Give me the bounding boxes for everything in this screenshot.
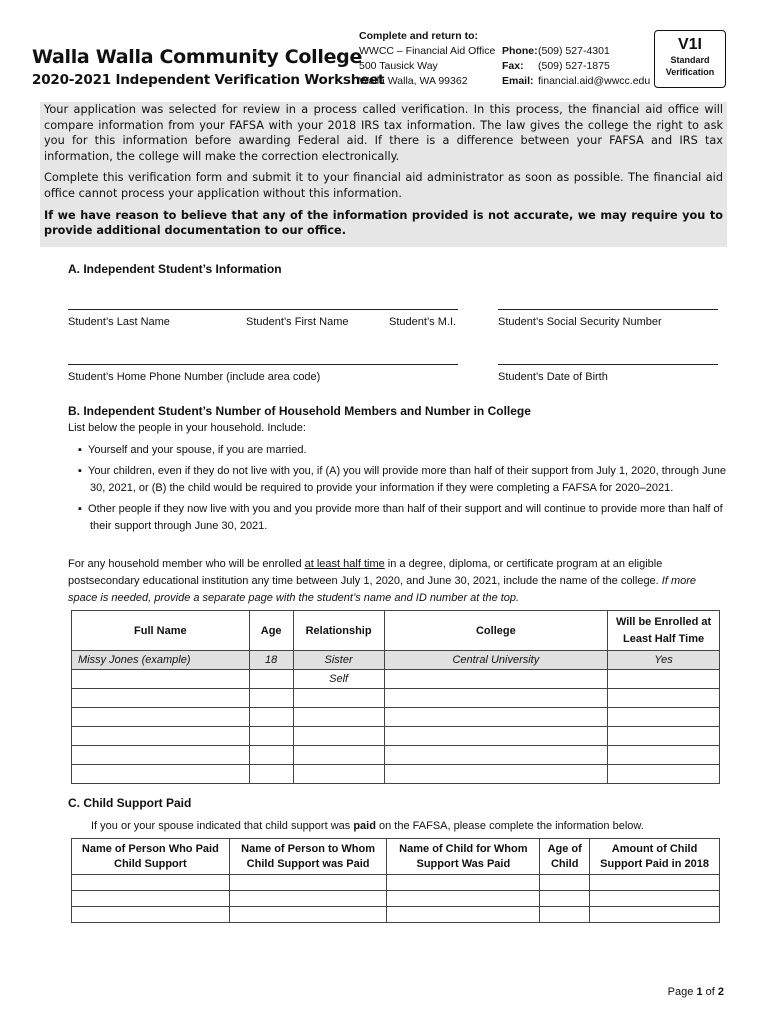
table-cell[interactable]	[387, 875, 540, 891]
col-amount: Amount of Child Support Paid in 2018	[590, 839, 720, 875]
badge-code: V1I	[677, 36, 702, 53]
table-cell[interactable]	[72, 708, 250, 727]
table-cell[interactable]	[229, 891, 387, 907]
bullet-item: ▪ Your children, even if they do not live with you, if (A) you will provide more than half of their support from July 1, 2020, through June 30, 2021, or (B) the child would be required to provide your information if they were completing a FAFSA for 2020–2021.	[78, 465, 726, 494]
section-b-title: B. Independent Student’s Number of Household Members and Number in College	[68, 404, 531, 418]
example-half-time: Yes	[608, 651, 720, 670]
email-value: financial.aid@wwcc.edu	[538, 75, 651, 87]
email-line	[502, 75, 650, 87]
table-cell[interactable]	[72, 875, 230, 891]
household-bullet-list	[68, 442, 726, 535]
col-payee: Name of Person to Whom Child Support was Paid	[229, 839, 387, 875]
table-cell[interactable]	[293, 746, 384, 765]
ssn-label: Student’s Social Security Number	[498, 316, 662, 328]
table-row	[72, 907, 720, 923]
table-cell[interactable]	[590, 891, 720, 907]
table-cell[interactable]	[293, 727, 384, 746]
table-cell[interactable]	[387, 891, 540, 907]
table-cell[interactable]	[72, 727, 250, 746]
bullet-item: ▪ Yourself and your spouse, if you are married.	[78, 444, 307, 456]
table-cell[interactable]	[293, 689, 384, 708]
table-cell[interactable]	[608, 746, 720, 765]
table-cell[interactable]	[249, 727, 293, 746]
child-support-header-row	[72, 839, 720, 875]
example-age: 18	[249, 651, 293, 670]
fax-value: (509) 527-1875	[538, 60, 610, 72]
return-heading: Complete and return to:	[359, 30, 479, 42]
table-cell[interactable]	[384, 689, 608, 708]
badge-line-1: Standard	[670, 55, 710, 65]
page-number: Page 1 of 2	[667, 986, 724, 998]
child-support-intro: If you or your spouse indicated that child support was paid on the FAFSA, please complete the information below.	[91, 820, 644, 832]
self-label: Self	[293, 670, 384, 689]
table-cell[interactable]	[540, 875, 590, 891]
example-row	[72, 651, 720, 670]
col-half-time: Will be Enrolled at Least Half Time	[608, 611, 720, 651]
col-age: Age	[249, 611, 293, 651]
col-payer: Name of Person Who Paid Child Support	[72, 839, 230, 875]
table-cell[interactable]	[293, 765, 384, 784]
section-a-title: A. Independent Student’s Information	[68, 262, 282, 276]
table-cell[interactable]	[540, 907, 590, 923]
table-cell[interactable]	[387, 907, 540, 923]
badge-line-2: Verification	[665, 67, 715, 77]
table-cell[interactable]	[249, 746, 293, 765]
table-row	[72, 875, 720, 891]
table-cell[interactable]	[249, 670, 293, 689]
bullet-item: ▪ Other people if they now live with you and you provide more than half of their support and will continue to provide more than half of their support through June 30, 2021.	[78, 503, 723, 532]
intro-box	[40, 102, 727, 247]
col-child-age: Age of Child	[540, 839, 590, 875]
child-support-table	[71, 838, 720, 923]
table-cell[interactable]	[540, 891, 590, 907]
table-cell[interactable]	[249, 708, 293, 727]
example-relationship: Sister	[293, 651, 384, 670]
table-row	[72, 746, 720, 765]
table-cell[interactable]	[384, 727, 608, 746]
table-cell[interactable]	[249, 765, 293, 784]
table-row	[72, 765, 720, 784]
phone-label: Phone:	[502, 45, 538, 57]
col-child-name: Name of Child for Whom Support Was Paid	[387, 839, 540, 875]
phone-value: (509) 527-4301	[538, 45, 610, 57]
phone-field-label: Student’s Home Phone Number (include area code)	[68, 371, 321, 383]
table-cell[interactable]	[72, 891, 230, 907]
fax-label: Fax:	[502, 60, 524, 72]
table-cell[interactable]	[249, 689, 293, 708]
table-cell[interactable]	[608, 765, 720, 784]
verification-badge	[654, 30, 726, 88]
address-line-3: Walla Walla, WA 99362	[359, 75, 468, 87]
household-table	[71, 610, 720, 784]
worksheet-title: 2020-2021 Independent Verification Worksheet	[32, 72, 385, 88]
ssn-field-line[interactable]	[498, 309, 718, 310]
table-cell[interactable]	[608, 727, 720, 746]
intro-paragraph-3: If we have reason to believe that any of the information provided is not accurate, we may require you to provide additional documentation to our office.	[44, 208, 723, 238]
enrollment-instructions: For any household member who will be enrolled at least half time in a degree, diploma, or certificate program at an eligible postsecondary educational institution any time between July 1, 2020, and June 30, 2021, include the name of the college. If more space is needed, provide a separate page with the student’s name and ID number at the top.	[68, 558, 697, 604]
table-cell[interactable]	[72, 765, 250, 784]
household-header-row	[72, 611, 720, 651]
table-row	[72, 727, 720, 746]
table-cell[interactable]	[72, 670, 250, 689]
email-label: Email:	[502, 75, 534, 87]
example-name: Missy Jones (example)	[72, 651, 250, 670]
table-cell[interactable]	[608, 670, 720, 689]
table-cell[interactable]	[590, 875, 720, 891]
dob-label: Student’s Date of Birth	[498, 371, 608, 383]
table-cell[interactable]	[608, 708, 720, 727]
table-row	[72, 670, 720, 689]
phone-line	[502, 45, 610, 57]
name-field-line[interactable]	[68, 309, 458, 310]
section-c-title: C. Child Support Paid	[68, 796, 192, 810]
col-college: College	[384, 611, 608, 651]
table-cell[interactable]	[384, 746, 608, 765]
intro-paragraph-2: Complete this verification form and submit it to your financial aid administrator as soon as possible. The financial aid office cannot process your application without this information.	[44, 171, 723, 200]
table-cell[interactable]	[72, 907, 230, 923]
table-cell[interactable]	[590, 907, 720, 923]
col-relationship: Relationship	[293, 611, 384, 651]
household-intro: List below the people in your household. Include:	[68, 422, 306, 434]
table-cell[interactable]	[229, 907, 387, 923]
table-cell[interactable]	[229, 875, 387, 891]
table-cell[interactable]	[384, 708, 608, 727]
mi-label: Student’s M.I.	[389, 316, 457, 328]
intro-paragraph-1: Your application was selected for review in a process called verification. In this process, the financial aid office will compare information from your FAFSA with your 2018 IRS tax information. The law gives the college the right to ask you for this information before awarding Federal aid. If there is a difference between your FAFSA and IRS tax information, the college will make the correction electronically.	[44, 103, 723, 163]
table-cell[interactable]	[72, 689, 250, 708]
first-name-label: Student’s First Name	[246, 316, 349, 328]
address-line-2: 500 Tausick Way	[359, 60, 438, 72]
table-cell[interactable]	[72, 746, 250, 765]
table-row	[72, 708, 720, 727]
dob-field-line[interactable]	[498, 364, 718, 365]
col-full-name: Full Name	[72, 611, 250, 651]
college-name: Walla Walla Community College	[32, 46, 363, 68]
fax-line	[502, 60, 610, 72]
table-row	[72, 891, 720, 907]
table-cell[interactable]	[384, 765, 608, 784]
example-college: Central University	[384, 651, 608, 670]
last-name-label: Student’s Last Name	[68, 316, 170, 328]
address-line-1: WWCC – Financial Aid Office	[359, 45, 496, 57]
table-cell[interactable]	[608, 689, 720, 708]
table-cell[interactable]	[384, 670, 608, 689]
table-row	[72, 689, 720, 708]
phone-field-line[interactable]	[68, 364, 458, 365]
table-cell[interactable]	[293, 708, 384, 727]
